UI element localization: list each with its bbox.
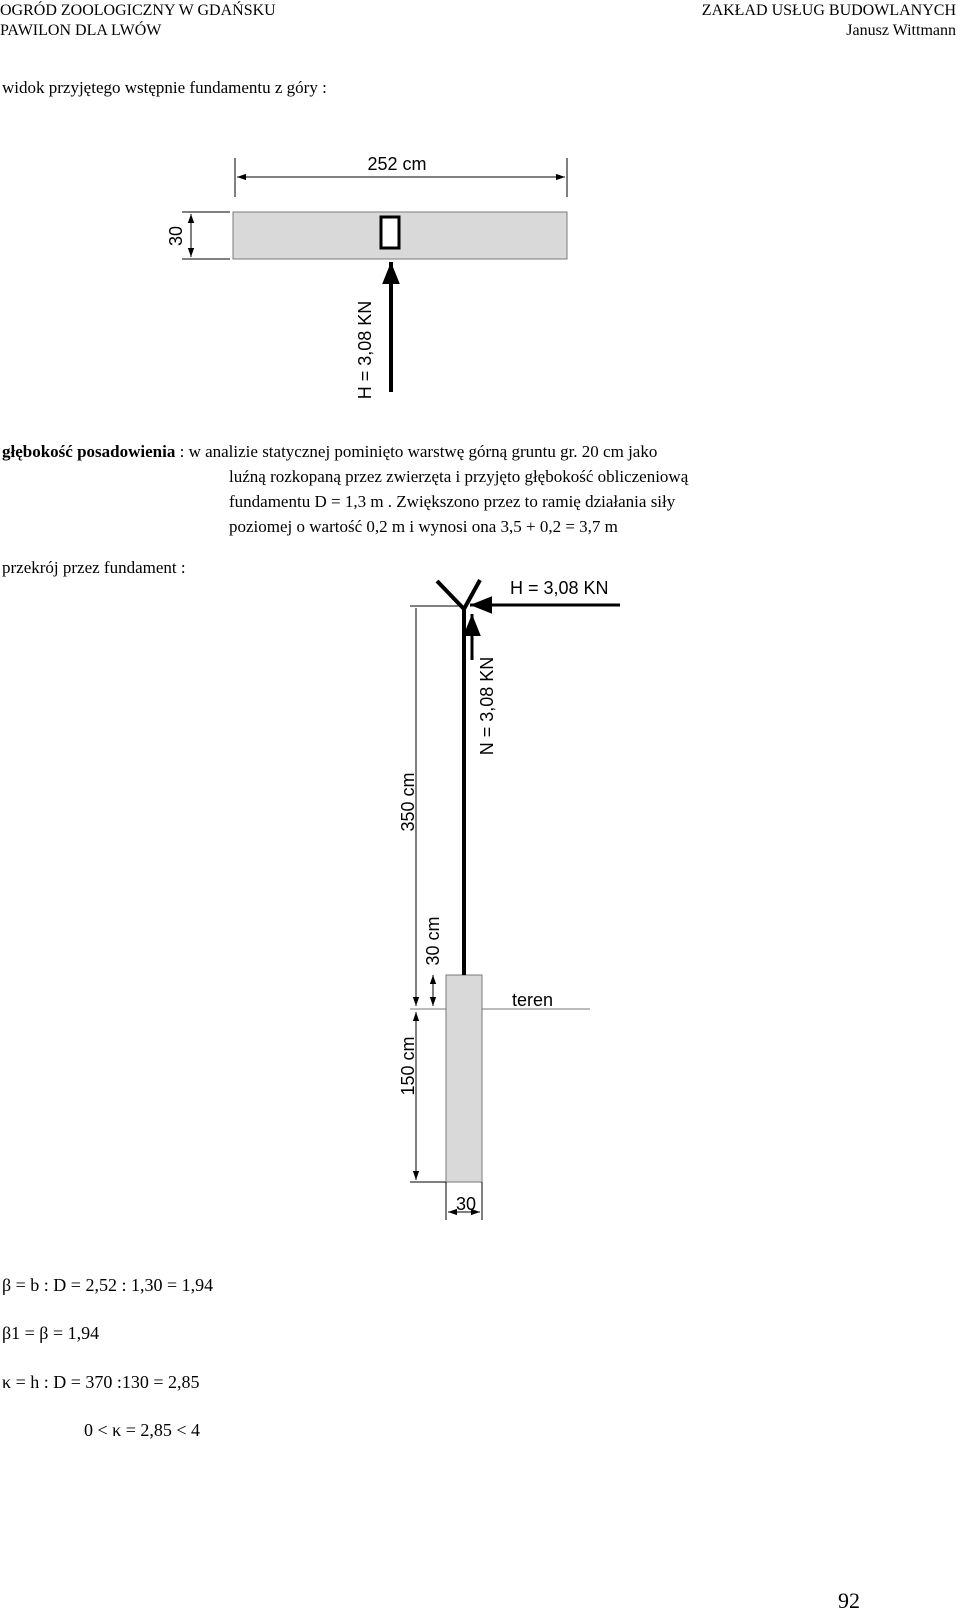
plan-caption: widok przyjętego wstępnie fundamentu z góry : xyxy=(2,78,327,97)
ground-label: teren xyxy=(512,990,554,1010)
formula-kappa: κ = h : D = 370 :130 = 2,85 xyxy=(2,1372,200,1392)
plan-depth-label: 30 xyxy=(166,225,186,247)
horizontal-force-label: H = 3,08 KN xyxy=(510,578,609,598)
section-embed-label: 30 cm xyxy=(423,916,443,966)
header-right-line2: Janusz Wittmann xyxy=(846,22,956,39)
depth-line-2: luźną rozkopaną przez zwierzęta i przyjęto głębokość obliczeniową xyxy=(229,467,689,486)
depth-text-1: : w analizie statycznej pominięto warstwę górną gruntu gr. 20 cm jako xyxy=(175,442,658,461)
header-right-line1: ZAKŁAD USŁUG BUDOWLANYCH xyxy=(701,2,956,19)
page-number: 92 xyxy=(838,1588,860,1613)
section-post-fork-left xyxy=(437,581,464,609)
formula-beta1: β1 = β = 1,94 xyxy=(2,1323,100,1343)
header-left-line2: PAWILON DLA LWÓW xyxy=(0,22,162,39)
header-left-line1: OGRÓD ZOOLOGICZNY W GDAŃSKU xyxy=(0,2,276,19)
cross-section-drawing xyxy=(0,560,960,1240)
section-width-label: 30 xyxy=(455,1194,477,1214)
formula-kappa-range: 0 < κ = 2,85 < 4 xyxy=(84,1420,201,1440)
plan-width-label: 252 cm xyxy=(367,154,427,174)
section-height-label: 350 cm xyxy=(398,772,418,832)
section-foundation xyxy=(446,975,482,1182)
section-caption: przekrój przez fundament : xyxy=(2,558,186,577)
depth-line-3: fundamentu D = 1,3 m . Zwiększono przez to ramię działania siły xyxy=(229,492,676,511)
depth-label: głębokość posadowienia xyxy=(2,442,176,461)
vertical-force-label: N = 3,08 KN xyxy=(477,656,497,756)
depth-line-4: poziomej o wartość 0,2 m i wynosi ona 3,5 + 0,2 = 3,7 m xyxy=(229,517,618,536)
section-depth-label: 150 cm xyxy=(398,1036,418,1096)
depth-paragraph xyxy=(2,439,952,539)
plan-force-label: H = 3,08 KN xyxy=(355,300,375,400)
formula-beta: β = b : D = 2,52 : 1,30 = 1,94 xyxy=(2,1275,214,1295)
depth-line-1 xyxy=(2,439,952,464)
plan-column xyxy=(381,217,399,248)
plan-view-drawing xyxy=(0,0,960,430)
